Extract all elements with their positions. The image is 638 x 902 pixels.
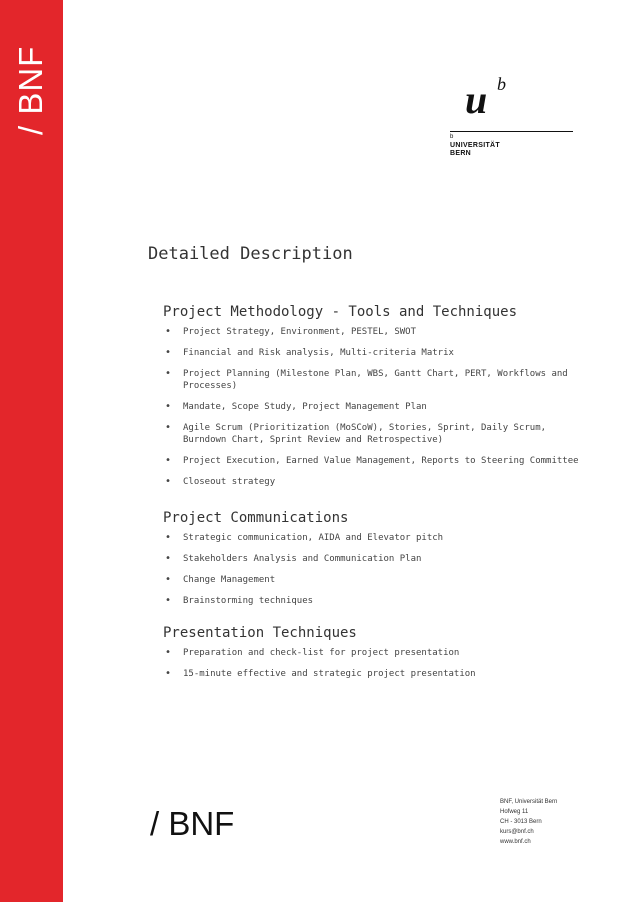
section-heading: Presentation Techniques	[163, 625, 357, 641]
sidebar-brand-text: / BNF	[12, 45, 49, 135]
bullet-icon: •	[165, 401, 172, 412]
bullet-icon: •	[165, 574, 172, 585]
address-email: kurs@bnf.ch	[500, 829, 534, 835]
list-item-text: 15-minute effective and strategic project presentation	[183, 669, 476, 679]
list-item-text: Agile Scrum (Prioritization (MoSCoW), Stories, Sprint, Daily Scrum, Burndown Chart, Sprint Review and Retrospective)	[183, 423, 547, 445]
bullet-icon: •	[165, 347, 172, 358]
list-item-text: Closeout strategy	[183, 477, 276, 487]
list-item	[163, 647, 583, 659]
bullet-list	[163, 532, 583, 607]
logo-name-line2: BERN	[450, 150, 472, 157]
footer-brand: / BNF	[150, 805, 235, 842]
section-heading: Project Communications	[163, 510, 349, 526]
bullet-icon: •	[165, 455, 172, 466]
list-item-text: Project Execution, Earned Value Management, Reports to Steering Committee	[183, 456, 579, 466]
logo-small-b: b	[450, 134, 454, 140]
footer-address	[500, 797, 557, 847]
list-item-text: Stakeholders Analysis and Communication Plan	[183, 554, 422, 564]
logo-b: b	[497, 74, 506, 94]
address-website: www.bnf.ch	[500, 839, 531, 845]
list-item	[163, 595, 583, 607]
list-item	[163, 553, 583, 565]
bullet-icon: •	[165, 668, 172, 679]
list-item-text: Strategic communication, AIDA and Elevator pitch	[183, 533, 444, 543]
sidebar-band	[0, 0, 63, 902]
bullet-icon: •	[165, 595, 172, 606]
bullet-icon: •	[165, 326, 172, 337]
list-item	[163, 326, 583, 338]
bullet-icon: •	[165, 553, 172, 564]
list-item	[163, 368, 583, 392]
list-item-text: Project Strategy, Environment, PESTEL, SWOT	[183, 327, 416, 337]
bullet-list	[163, 326, 583, 488]
list-item-text: Project Planning (Milestone Plan, WBS, Gantt Chart, PERT, Workflows and Processes)	[183, 369, 568, 391]
list-item-text: Financial and Risk analysis, Multi-criteria Matrix	[183, 348, 454, 358]
section-presentation	[163, 625, 583, 689]
address-line: Hofweg 11	[500, 809, 529, 815]
bullet-icon: •	[165, 476, 172, 487]
section-communications	[163, 510, 583, 616]
logo-name-line1: UNIVERSITÄT	[450, 142, 500, 149]
list-item-text: Brainstorming techniques	[183, 596, 314, 606]
list-item	[163, 401, 583, 413]
bullet-icon: •	[165, 647, 172, 658]
address-line: BNF, Universität Bern	[500, 799, 558, 805]
logo-rule	[450, 131, 573, 132]
address-line: CH - 3013 Bern	[500, 819, 542, 825]
list-item	[163, 574, 583, 586]
bullet-icon: •	[165, 532, 172, 543]
section-methodology	[163, 304, 583, 497]
bullet-list	[163, 647, 583, 680]
bullet-icon: •	[165, 422, 172, 433]
list-item-text: Change Management	[183, 575, 276, 585]
bullet-icon: •	[165, 368, 172, 379]
university-logo	[450, 76, 575, 176]
list-item	[163, 455, 583, 467]
list-item-text: Preparation and check-list for project presentation	[183, 648, 460, 658]
list-item	[163, 476, 583, 488]
list-item	[163, 532, 583, 544]
list-item	[163, 347, 583, 359]
list-item	[163, 422, 583, 446]
logo-name	[450, 142, 500, 158]
section-heading: Project Methodology - Tools and Techniques	[163, 304, 518, 320]
page-title: Detailed Description	[148, 244, 353, 264]
logo-u: u	[465, 77, 488, 122]
list-item-text: Mandate, Scope Study, Project Management Plan	[183, 402, 427, 412]
list-item	[163, 668, 583, 680]
